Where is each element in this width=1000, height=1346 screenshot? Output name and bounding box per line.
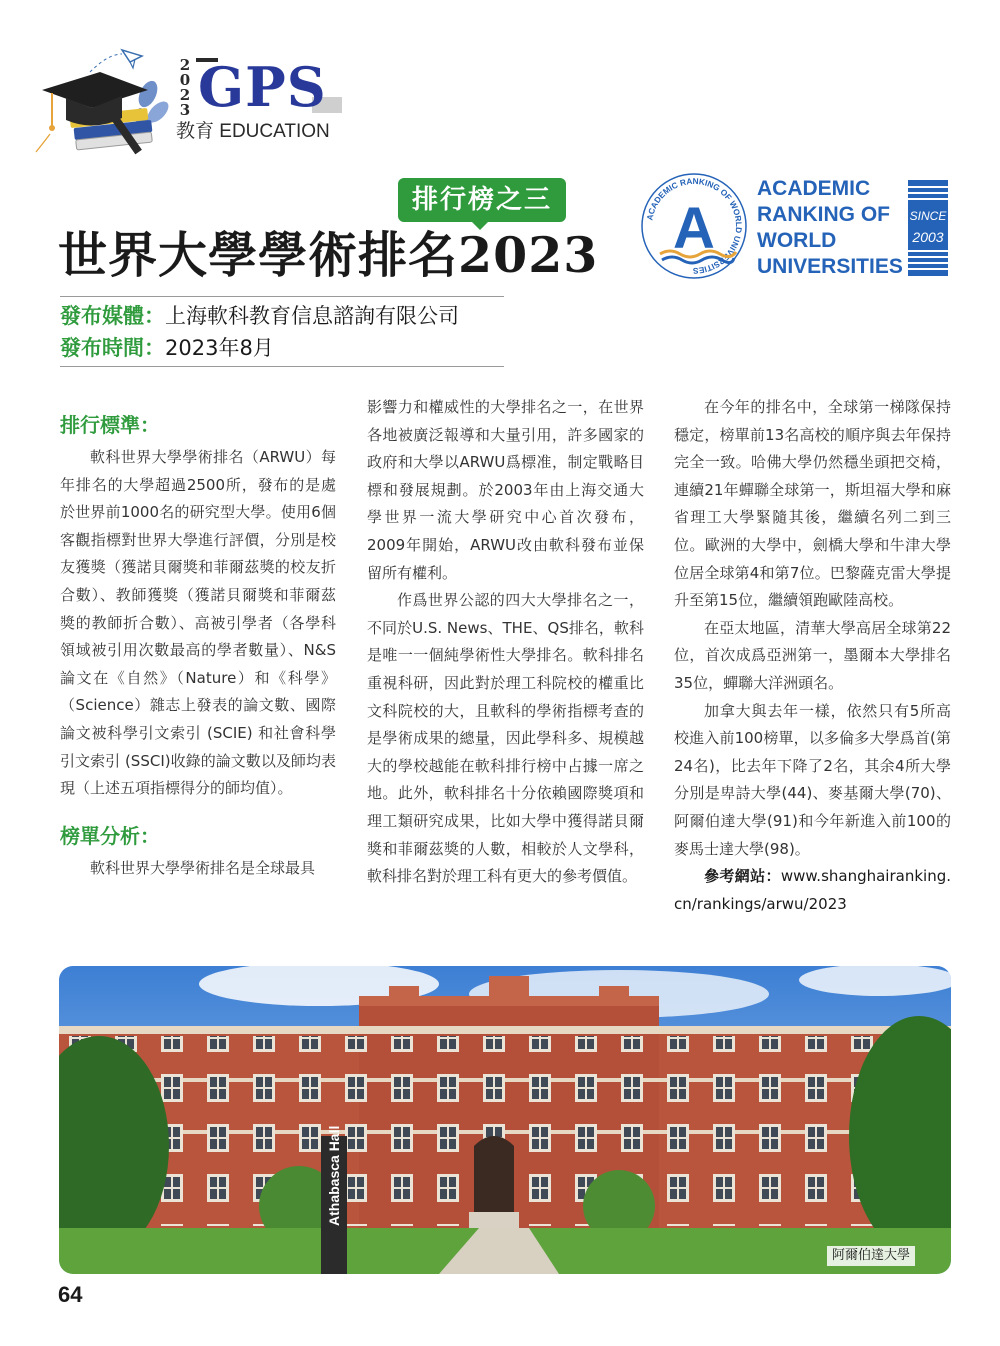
graduation-cap-logo — [30, 42, 180, 157]
brand-year — [176, 58, 194, 118]
analysis-paragraph: 加拿大與去年一樣，依然只有5所高校進入前100榜單，以多倫多大學爲首(第24名)，比去年下降了2名，其余4所大學分別是卑詩大學(44)、麥基爾大學(70)、阿爾伯達大學(91)和今年新進入前100的麥馬士達大學(98)。 — [674, 701, 951, 858]
campus-photo — [59, 966, 951, 1274]
arwu-seal-icon — [640, 172, 748, 280]
arwu-letter: A — [673, 196, 715, 261]
athabasca-hall-illustration — [59, 966, 951, 1274]
meta-date — [60, 333, 274, 363]
reference-link[interactable]: www.shanghairanking.cn/rankings/arwu/2023 — [674, 867, 951, 913]
arwu-word: ACADEMIC — [757, 177, 871, 200]
arwu-word: RANKING OF — [757, 203, 890, 226]
brand-title: GPS — [198, 55, 327, 119]
analysis-heading: 榜單分析： — [60, 823, 160, 848]
analysis-paragraph-start: 軟科世界大學學術排名是全球最具 — [90, 858, 316, 877]
graduation-cap-icon — [30, 42, 180, 157]
series-tag: 排行榜之三 — [398, 178, 566, 222]
analysis-paragraph: 在今年的排名中，全球第一梯隊保持穩定，榜單前13名高校的順序與去年保持完全一致。哈佛大學仍然穩坐頭把交椅，連續21年蟬聯全球第一，斯坦福大學和麻省理工大學緊隨其後，繼續名列二到三位。歐洲的大學中，劍橋大學和牛津大學位居全球第4和第7位。巴黎薩克雷大學提升至第15位，繼續領跑歐陸高校。 — [674, 398, 951, 610]
criteria-paragraph: 軟科世界大學學術排名（ARWU）每年排名的大學超過2500所，發布的是處於世界前1000名的研究型大學。使用6個客觀指標對世界大學進行評價，分別是校友獲獎（獲諾貝爾獎和菲爾茲獎的校友折合數）、教師獲獎（獲諾貝爾獎和菲爾茲獎的教師折合數）、高被引學者（各學科領域被引用次數最高的學者數量）、N&S論文在《自然》（Nature）和《科學》（Science）雜志上發表的論文數、國際論文被科學引文索引 (SCIE) 和社會科學引文索引 (SSCI)收錄的論文數以及師均表現（上述五項指標得分的師均值）。 — [60, 448, 336, 798]
arwu-since-badge — [908, 180, 948, 276]
year-digit: 0 — [179, 71, 191, 89]
analysis-paragraph: 在亞太地區，清華大學高居全球第22位，首次成爲亞洲第一，墨爾本大學排名35位，蟬聯大洋洲頭名。 — [674, 618, 951, 692]
section-label: 教育 EDUCATION — [176, 121, 330, 142]
date-label: 發布時間： — [60, 336, 165, 360]
arwu-ring-text: ACADEMIC RANKING OF WORLD UNIVERSITIES — [644, 175, 745, 277]
analysis-paragraph-continued: 影響力和權威性的大學排名之一，在世界各地被廣泛報導和大量引用，許多國家的政府和大學以ARWU爲標准，制定戰略目標和發展規劃。於2003年由上海交通大學世界一流大學研究中心首次發布，2009年開始，ARWU改由軟科發布並保留所有權利。 — [367, 398, 644, 582]
building-sign: Athabasca Hall — [326, 1125, 342, 1226]
article-column-2 — [367, 394, 644, 891]
arwu-word: WORLD — [757, 229, 837, 252]
arwu-since-year: 2003 — [912, 229, 944, 245]
meta-publisher — [60, 301, 459, 331]
page-title: 世界大學學術排名2023 — [58, 226, 599, 284]
article-column-3 — [674, 394, 951, 918]
arwu-since-label: SINCE — [909, 209, 947, 223]
publisher-label: 發布媒體： — [60, 304, 165, 328]
reference-label: 參考網站： — [704, 867, 781, 886]
photo-caption: 阿爾伯達大學 — [827, 1246, 915, 1266]
arwu-wordmark — [757, 176, 917, 280]
meta-divider-bottom — [60, 366, 504, 367]
criteria-heading: 排行標準： — [60, 413, 160, 437]
year-digit: 2 — [179, 86, 191, 104]
analysis-paragraph: 作爲世界公認的四大大學排名之一，不同於U.S. News、THE、QS排名，軟科是唯一一個純學術性大學排名。軟科排名重視科研，因此對於理工科院校的權重比文科院校的大，且軟科的學術指標考查的是學術成果的總量，因此學科多、規模越大的學校越能在軟科排行榜中占據一席之地。此外，軟科排名十分依賴國際獎項和理工類研究成果，比如大學中獲得諾貝爾獎和菲爾茲獎的人數，相較於人文學科，軟科排名對於理工科有更大的參考價值。 — [367, 591, 644, 886]
arwu-word: UNIVERSITIES — [757, 255, 903, 278]
publisher-value: 上海軟科教育信息諮詢有限公司 — [165, 304, 459, 328]
page-number: 64 — [58, 1282, 83, 1307]
arwu-emblem — [640, 172, 748, 280]
article-column-1 — [60, 394, 336, 882]
year-digit: 3 — [179, 101, 191, 119]
date-value: 2023年8月 — [165, 336, 274, 360]
meta-divider-top — [60, 296, 504, 297]
reference-line — [674, 863, 951, 918]
year-digit: 2 — [179, 56, 191, 74]
